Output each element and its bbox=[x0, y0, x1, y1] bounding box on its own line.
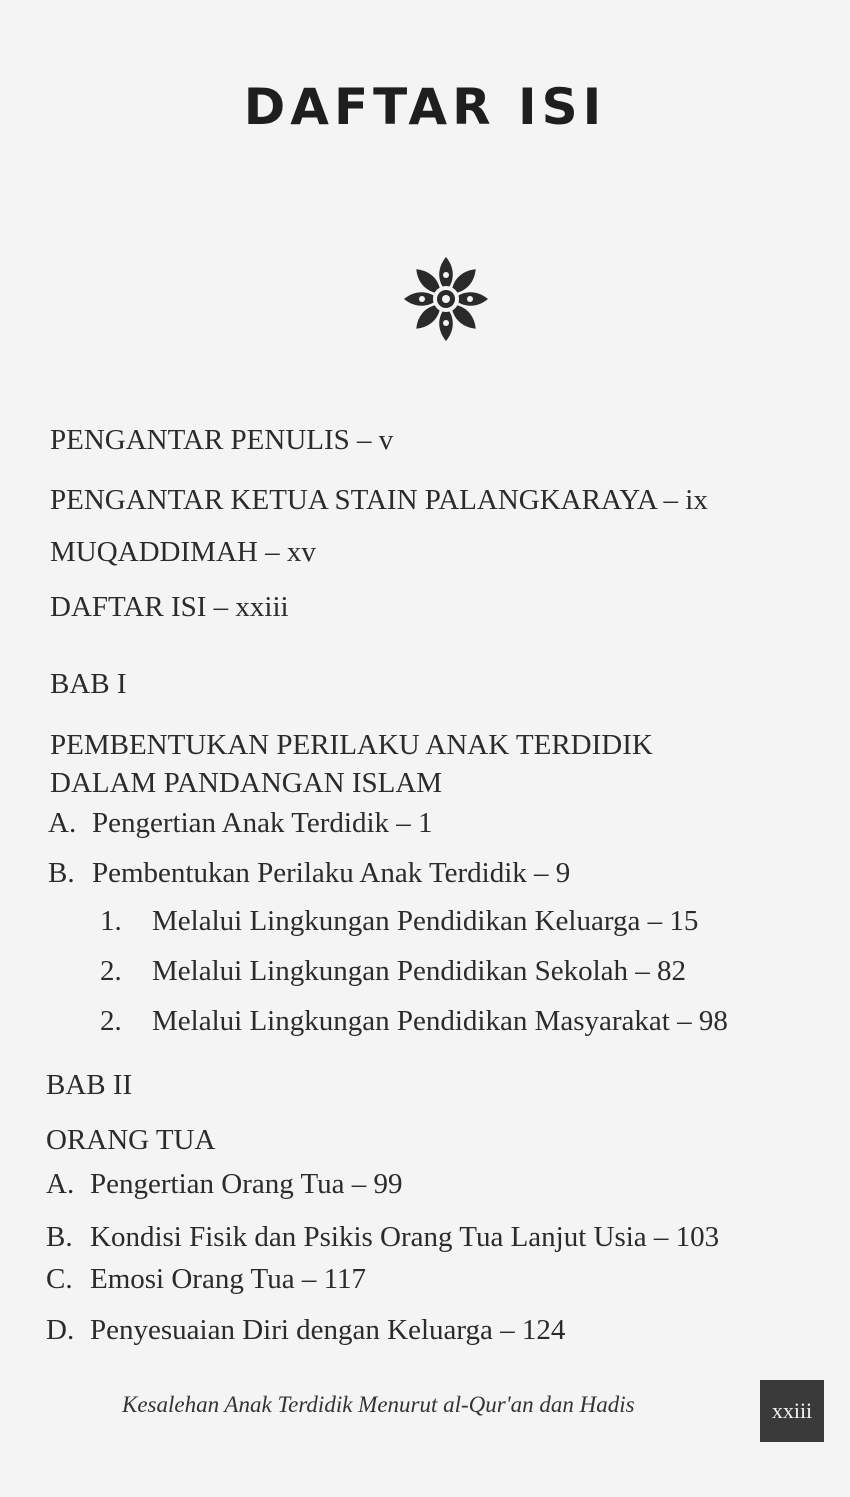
subitem-number: 2. bbox=[100, 955, 122, 987]
item-letter: C. bbox=[46, 1263, 73, 1295]
toc-entry-daftar-isi: DAFTAR ISI – xxiii bbox=[50, 591, 289, 623]
item-letter: D. bbox=[46, 1314, 75, 1346]
item-letter: B. bbox=[48, 857, 75, 889]
subitem-number: 1. bbox=[100, 905, 122, 937]
item-text: Emosi Orang Tua – 117 bbox=[90, 1263, 367, 1295]
toc-entry-muqaddimah: MUQADDIMAH – xv bbox=[50, 536, 316, 568]
item-text: Kondisi Fisik dan Psikis Orang Tua Lanjut Usia – 103 bbox=[90, 1221, 720, 1253]
toc-subitem bbox=[100, 904, 698, 938]
subitem-text: Melalui Lingkungan Pendidikan Sekolah – 82 bbox=[152, 955, 687, 987]
toc-entry-pengantar-ketua: PENGANTAR KETUA STAIN PALANGKARAYA – ix bbox=[50, 484, 708, 516]
item-letter: A. bbox=[46, 1168, 75, 1200]
toc-item bbox=[48, 856, 570, 890]
running-footer-book-title: Kesalehan Anak Terdidik Menurut al-Qur'an dan Hadis bbox=[122, 1392, 635, 1417]
item-text: Pengertian Anak Terdidik – 1 bbox=[92, 807, 433, 839]
subitem-text: Melalui Lingkungan Pendidikan Masyarakat – 98 bbox=[152, 1005, 728, 1037]
item-text: Pengertian Orang Tua – 99 bbox=[90, 1168, 403, 1200]
chapter-label-bab-1: BAB I bbox=[50, 668, 127, 700]
toc-item bbox=[46, 1167, 403, 1201]
item-letter: A. bbox=[48, 807, 77, 839]
page-title: DAFTAR ISI bbox=[243, 78, 607, 136]
page-number: xxiii bbox=[771, 1398, 813, 1423]
item-text: Pembentukan Perilaku Anak Terdidik – 9 bbox=[92, 857, 571, 889]
subitem-number: 2. bbox=[100, 1005, 122, 1037]
subitem-text: Melalui Lingkungan Pendidikan Keluarga – 15 bbox=[152, 905, 699, 937]
chapter-heading-bab-2: ORANG TUA bbox=[46, 1124, 216, 1156]
toc-entry-pengantar-penulis: PENGANTAR PENULIS – v bbox=[50, 424, 394, 456]
toc-item bbox=[46, 1220, 719, 1254]
flower-ornament-icon bbox=[402, 255, 490, 343]
chapter-label-bab-2: BAB II bbox=[46, 1069, 133, 1101]
item-text: Penyesuaian Diri dengan Keluarga – 124 bbox=[90, 1314, 566, 1346]
toc-item bbox=[46, 1313, 565, 1347]
toc-item bbox=[46, 1262, 366, 1296]
page-number-box bbox=[760, 1380, 824, 1442]
chapter-heading-bab-1-line-2: DALAM PANDANGAN ISLAM bbox=[50, 767, 443, 799]
toc-subitem bbox=[100, 954, 686, 988]
item-letter: B. bbox=[46, 1221, 73, 1253]
toc-subitem bbox=[100, 1004, 728, 1038]
chapter-heading-bab-1-line-1: PEMBENTUKAN PERILAKU ANAK TERDIDIK bbox=[50, 729, 653, 761]
toc-item bbox=[48, 806, 433, 840]
